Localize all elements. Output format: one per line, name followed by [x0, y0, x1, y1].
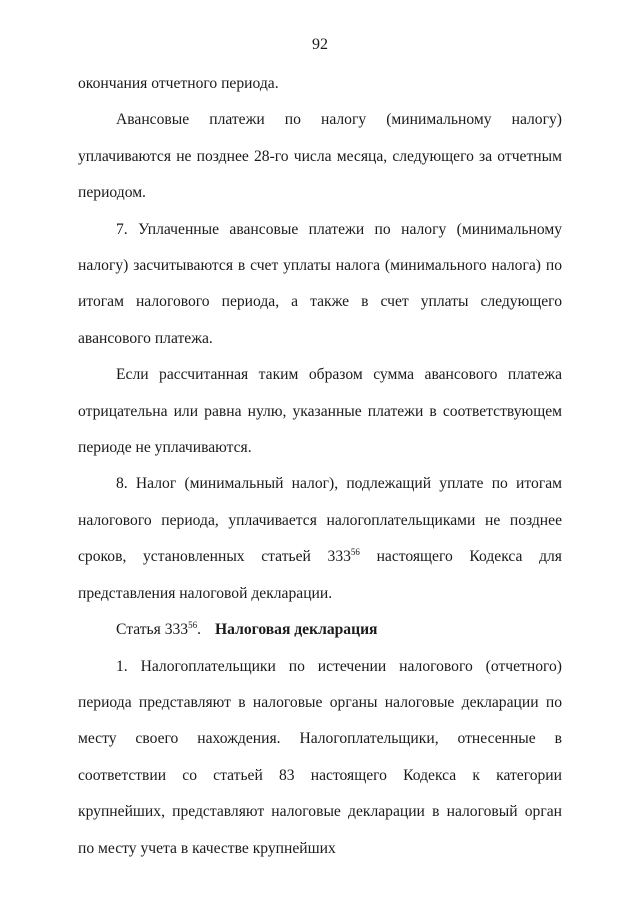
paragraph: Если рассчитанная таким образом сумма авансового платежа отрицательна или равна нулю, указанные платежи в соответствующем периоде не уплачиваются. [78, 366, 562, 457]
article-superscript: 56 [188, 619, 198, 630]
paragraph: 1. Налогоплательщики по истечении налогового (отчетного) периода представляют в налоговые органы налоговые декларации по месту своего нахождения. Налогоплательщики, отнесенные в соответствии со статьей 83 настоящего Кодекса к категории крупнейших, представляют налоговые декларации в налоговый орган по месту учета в качестве крупнейших [78, 657, 562, 857]
paragraph: 8. Налог (минимальный налог), подлежащий уплате по итогам налогового периода, уплачивается налогоплательщиками не позднее [78, 475, 562, 529]
document-body [78, 66, 562, 867]
article-label-suffix: . [197, 621, 202, 639]
paragraph: 7. Уплаченные авансовые платежи по налогу (минимальному налогу) засчитываются в счет уплаты налога (минимального налога) по итогам налогового периода, а также в счет уплаты следующего авансового платежа. [78, 220, 562, 347]
article-heading [78, 612, 562, 648]
paragraph: представления налоговой декларации. [78, 584, 333, 602]
paragraph-text: настоящего Кодекса для [359, 548, 562, 566]
paragraph-line-with-reference [78, 539, 562, 575]
page-number: 92 [312, 36, 328, 53]
article-label: Статья 333 [116, 621, 189, 639]
paragraph: окончания отчетного периода. [78, 75, 279, 92]
article-title: Налоговая декларация [215, 621, 378, 639]
paragraph-text: сроков, установленных статьей 333 [78, 548, 351, 566]
superscript: 56 [350, 547, 360, 558]
paragraph: Авансовые платежи по налогу (минимальному налогу) уплачиваются не позднее 28-го числа месяца, следующего за отчетным периодом. [78, 111, 562, 202]
